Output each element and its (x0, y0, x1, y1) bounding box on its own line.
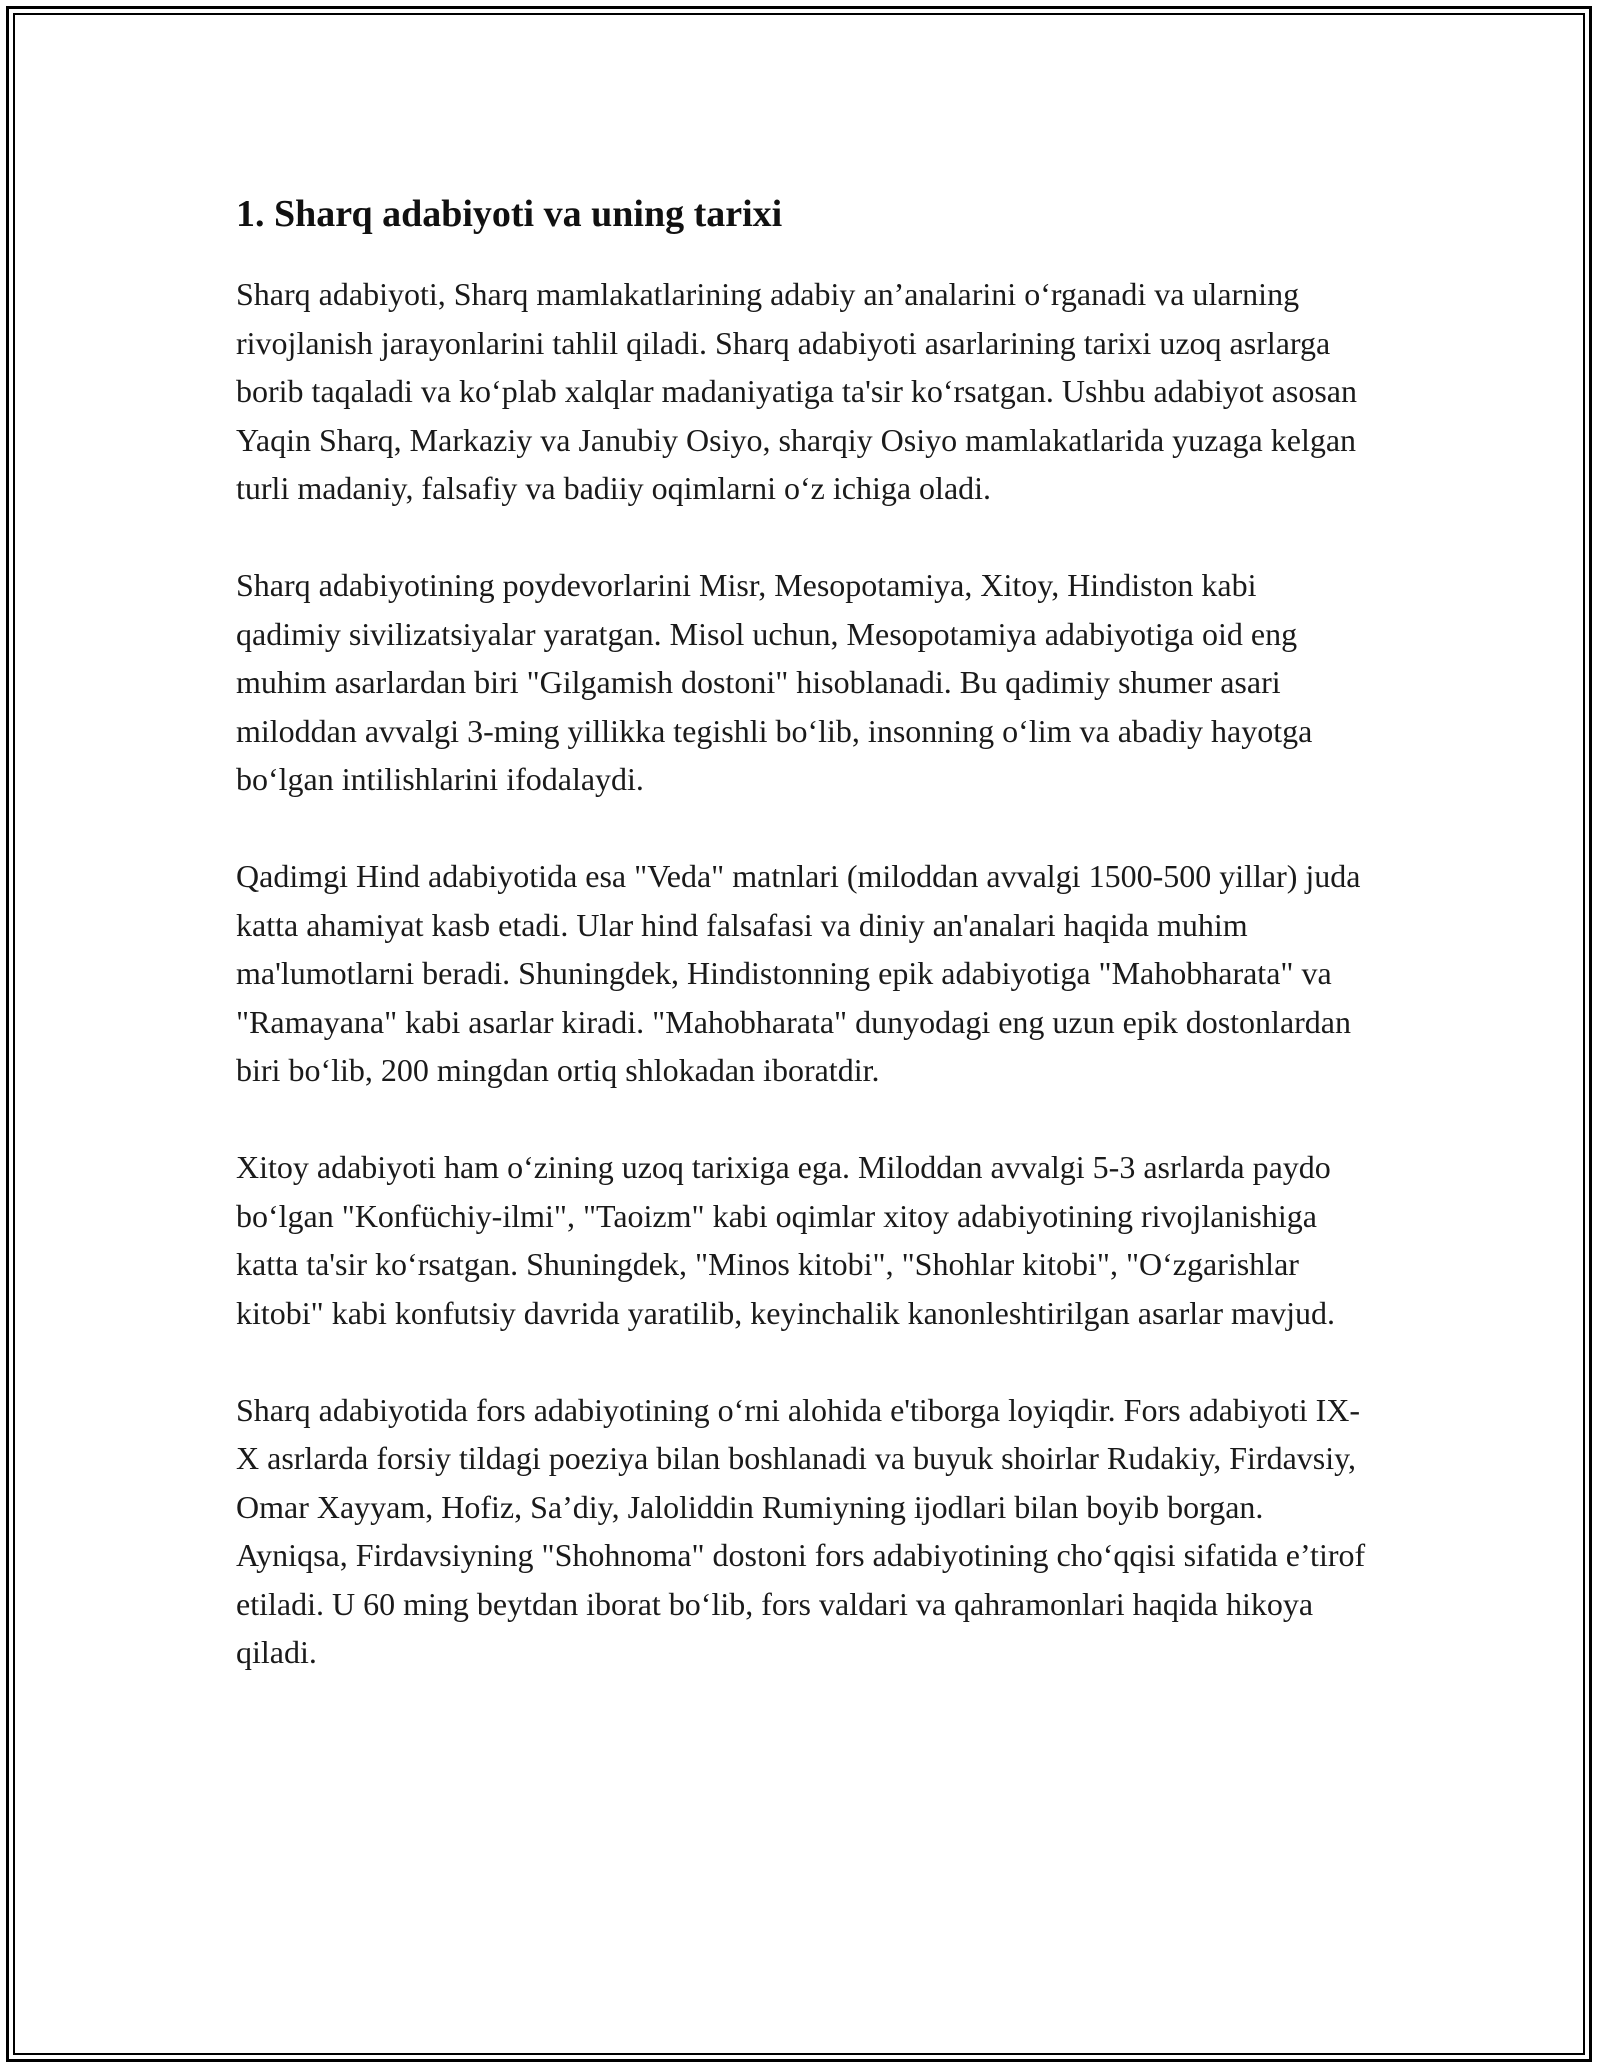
page-title: 1. Sharq adabiyoti va uning tarixi (236, 193, 783, 235)
paragraph-chinese-literature: Xitoy adabiyoti ham o‘zining uzoq tarixiga ega. Miloddan avvalgi 5-3 asrlarda paydo bo‘lgan "Konfüchiy-ilmi", "Taoizm" kabi oqimlar xitoy adabiyotining rivojlanishiga katta ta'sir ko‘rsatgan. Shuningdek, "Minos kitobi", "Shohlar kitobi", "O‘zgarishlar kitobi" kabi konfutsiy davrida yaratilib, keyinchalik kanonleshtirilgan asarlar mavjud. (236, 1149, 1335, 1331)
paragraph-indian-literature: Qadimgi Hind adabiyotida esa "Veda" matnlari (miloddan avvalgi 1500-500 yillar) juda katta ahamiyat kasb etadi. Ular hind falsafasi va diniy an'analari haqida muhim ma'lumotlarni beradi. Shuningdek, Hindistonning epik adabiyotiga "Mahobharata" va "Ramayana" kabi asarlar kiradi. "Mahobharata" dunyodagi eng uzun epik dostonlardan biri bo‘lib, 200 mingdan ortiq shlokadan iboratdir. (236, 858, 1361, 1088)
paragraph-persian-literature: Sharq adabiyotida fors adabiyotining o‘rni alohida e'tiborga loyiqdir. Fors adabiyoti IX-X asrlarda forsiy tildagi poeziya bilan boshlanadi va buyuk shoirlar Rudakiy, Firdavsiy, Omar Xayyam, Hofiz, Sa’diy, Jaloliddin Rumiyning ijodlari bilan boyib borgan. Ayniqsa, Firdavsiyning "Shohnoma" dostoni fors adabiyotining cho‘qqisi sifatida e’tirof etiladi. U 60 ming beytdan iborat bo‘lib, fors valdari va qahramonlari haqida hikoya qiladi. (236, 1391, 1366, 1670)
paragraph-intro: Sharq adabiyoti, Sharq mamlakatlarining adabiy an’analarini o‘rganadi va ularning rivojlanish jarayonlarini tahlil qiladi. Sharq adabiyoti asarlarining tarixi uzoq asrlarga borib taqaladi va ko‘plab xalqlar madaniyatiga ta'sir ko‘rsatgan. Ushbu adabiyot asosan Yaqin Sharq, Markaziy va Janubiy Osiyo, sharqiy Osiyo mamlakatlarida yuzaga kelgan turli madaniy, falsafiy va badiiy oqimlarni o‘z ichiga oladi. (236, 276, 1357, 506)
document-body (236, 186, 1366, 1725)
paragraph-foundations: Sharq adabiyotining poydevorlarini Misr, Mesopotamiya, Xitoy, Hindiston kabi qadimiy sivilizatsiyalar yaratgan. Misol uchun, Mesopotamiya adabiyotiga oid eng muhim asarlardan biri "Gilgamish dostoni" hisoblanadi. Bu qadimiy shumer asari miloddan avvalgi 3-ming yillikka tegishli bo‘lib, insonning o‘lim va abadiy hayotga bo‘lgan intilishlarini ifodalaydi. (236, 567, 1313, 797)
